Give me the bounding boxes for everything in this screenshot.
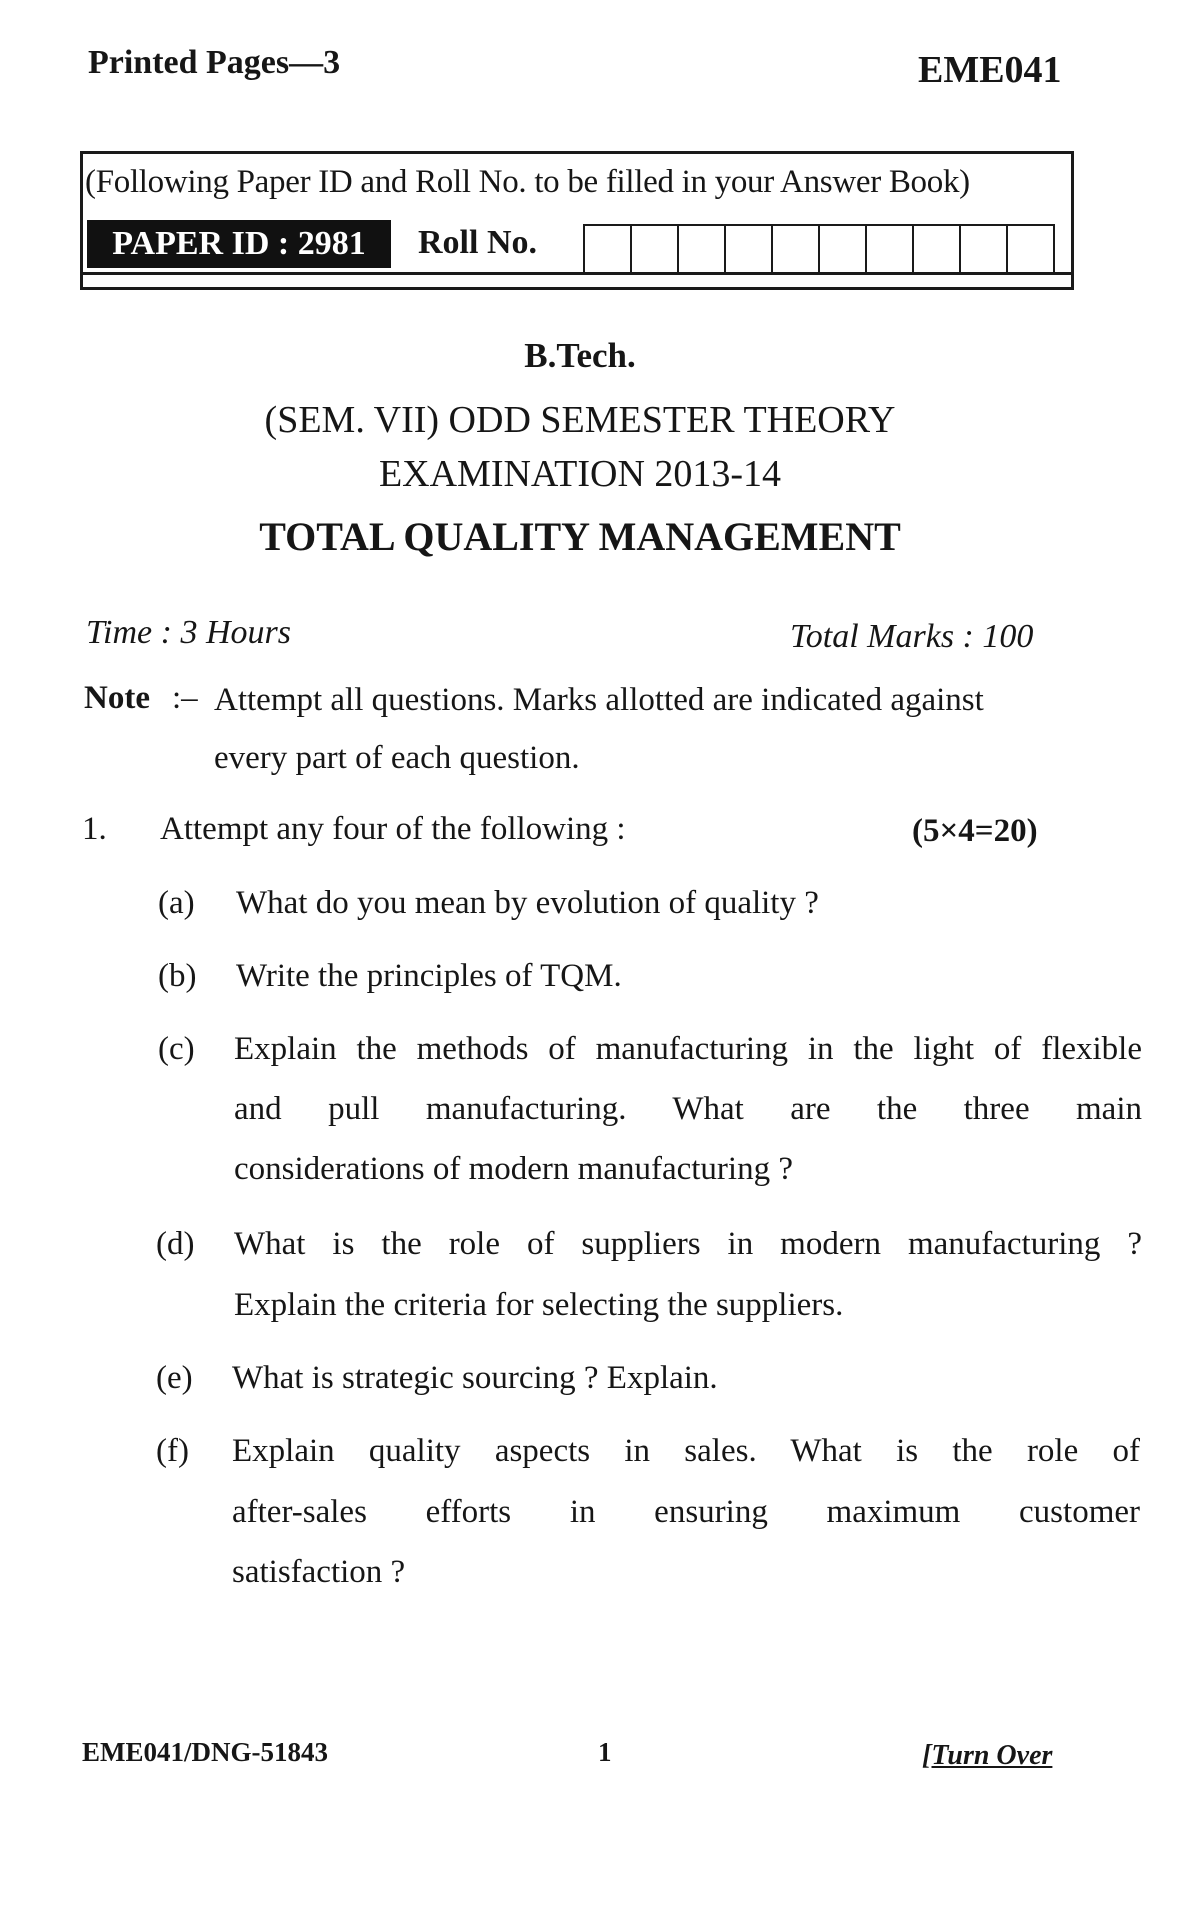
- part-b-line-1: Write the principles of TQM.: [236, 958, 622, 994]
- part-e-label: (e): [156, 1360, 193, 1396]
- question-number: 1.: [82, 811, 107, 847]
- turn-over-note: [Turn Over: [922, 1740, 1053, 1771]
- part-f-line-2: after-sales efforts in ensuring maximum customer: [232, 1494, 1140, 1530]
- paper-id-badge: PAPER ID : 2981: [87, 220, 391, 268]
- note-line-1: Attempt all questions. Marks allotted are indicated against: [214, 682, 984, 718]
- part-c-line-1: Explain the methods of manufacturing in the light of flexible: [234, 1031, 1142, 1067]
- part-b-label: (b): [158, 958, 197, 994]
- part-c-line-2: and pull manufacturing. What are the three main: [234, 1091, 1142, 1127]
- roll-no-cell: [1008, 226, 1055, 272]
- part-c-line-3: considerations of modern manufacturing ?: [234, 1151, 793, 1187]
- note-line-2: every part of each question.: [214, 740, 580, 776]
- degree-title: B.Tech.: [524, 336, 636, 375]
- roll-no-cell: [914, 226, 961, 272]
- answer-book-instruction: (Following Paper ID and Roll No. to be filled in your Answer Book): [85, 164, 970, 200]
- semester-title: (SEM. VII) ODD SEMESTER THEORY: [264, 399, 896, 441]
- roll-no-cell: [726, 226, 773, 272]
- part-f-line-3: satisfaction ?: [232, 1554, 406, 1590]
- note-separator: :–: [172, 680, 198, 716]
- part-d-line-2: Explain the criteria for selecting the suppliers.: [234, 1287, 844, 1323]
- roll-no-boxes: [583, 224, 1055, 274]
- question-marks: (5×4=20): [912, 813, 1038, 849]
- exam-title: EXAMINATION 2013-14: [378, 453, 782, 495]
- roll-no-cell: [585, 226, 632, 272]
- roll-no-cell: [773, 226, 820, 272]
- roll-no-label: Roll No.: [418, 224, 537, 261]
- roll-no-cell: [961, 226, 1008, 272]
- roll-no-cell: [820, 226, 867, 272]
- part-a-label: (a): [158, 885, 195, 921]
- footer-code: EME041/DNG-51843: [82, 1737, 328, 1767]
- subject-title: TOTAL QUALITY MANAGEMENT: [259, 514, 901, 559]
- part-a-line-1: What do you mean by evolution of quality ?: [236, 885, 819, 921]
- total-marks: Total Marks : 100: [790, 618, 1034, 655]
- part-d-line-1: What is the role of suppliers in modern manufacturing ?: [234, 1226, 1142, 1262]
- roll-no-cell: [632, 226, 679, 272]
- box-divider: [83, 272, 1071, 275]
- printed-pages: Printed Pages—3: [88, 44, 341, 81]
- part-c-label: (c): [158, 1031, 195, 1067]
- roll-no-cell: [679, 226, 726, 272]
- question-text: Attempt any four of the following :: [160, 811, 626, 847]
- paper-id-box: [80, 151, 1074, 290]
- part-f-line-1: Explain quality aspects in sales. What is the role of: [232, 1433, 1140, 1469]
- part-d-label: (d): [156, 1226, 195, 1262]
- paper-code: EME041: [918, 49, 1062, 91]
- note-heading: Note: [84, 680, 150, 716]
- page-number: 1: [598, 1737, 612, 1767]
- part-f-label: (f): [156, 1433, 189, 1469]
- roll-no-cell: [867, 226, 914, 272]
- exam-time: Time : 3 Hours: [86, 614, 291, 651]
- part-e-line-1: What is strategic sourcing ? Explain.: [232, 1360, 718, 1396]
